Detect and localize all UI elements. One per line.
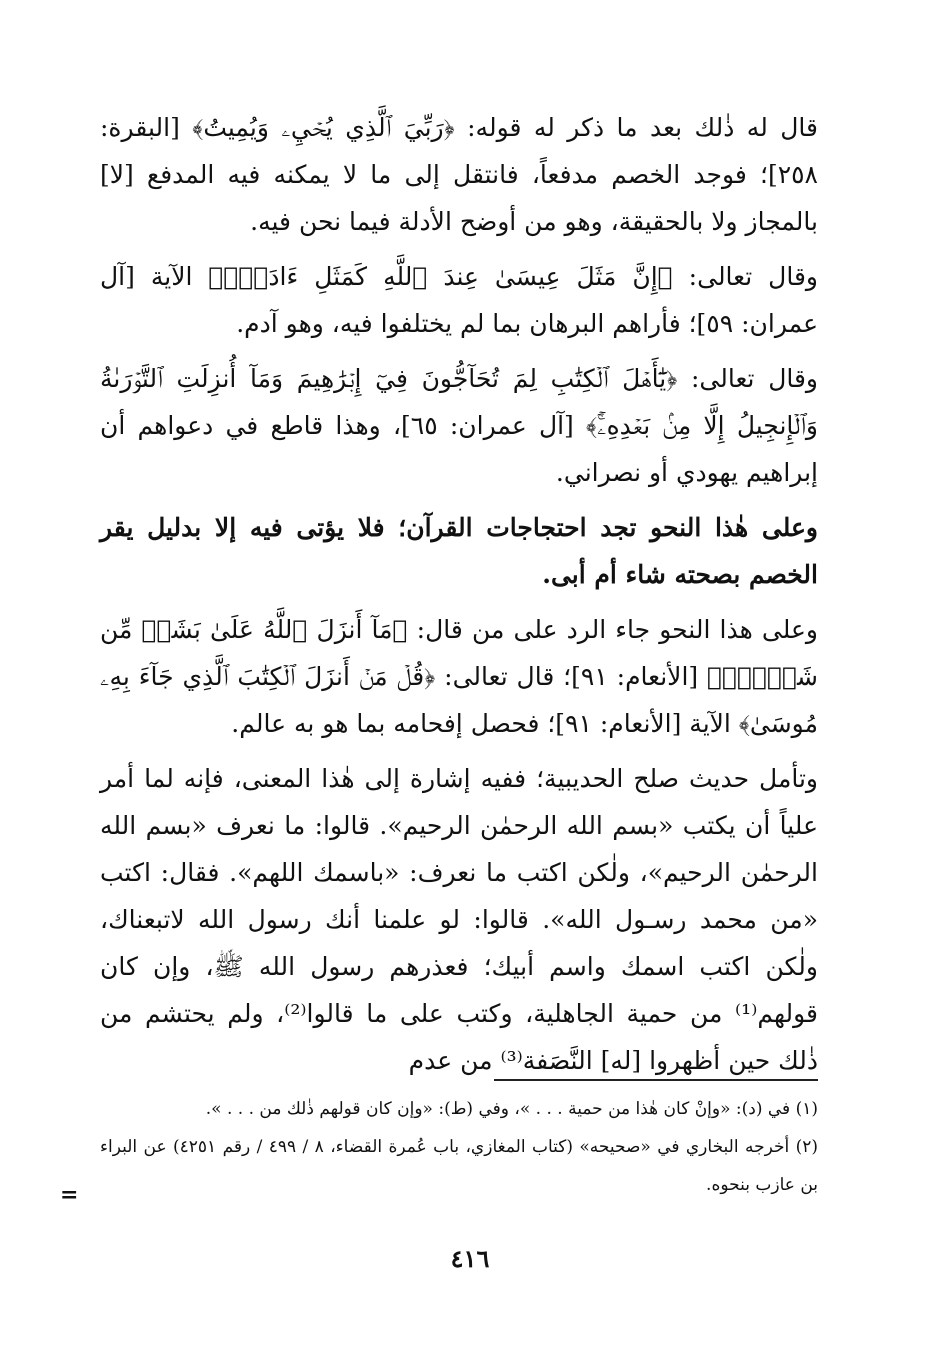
paragraph-3: وقال تعالى: ﴿يَٰٓأَهۡلَ ٱلۡكِتَٰبِ لِمَ تُحَآجُّونَ فِيٓ إِبۡرَٰهِيمَ وَمَآ أُنزِلَتِ ٱلتَّوۡرَىٰةُ وَٱلۡإِنجِيلُ إِلَّا مِنۢ بَعۡدِهِۦٓۚ﴾ [آل عمران: ٦٥]، وهذا قاطع في دعواهم أن إبراهيم يهودي أو نصراني.: [100, 364, 818, 487]
footnote-1: (١) في (د): «وإنْ كان هٰذا من حمية . . . »، وفي (ط): «وإن كان قولهم ذٰلك من . . . ».: [205, 1099, 818, 1119]
continuation-mark: =: [60, 1182, 79, 1208]
main-text: [100, 104, 818, 1092]
paragraph-6: وتأمل حديث صلح الحديبية؛ ففيه إشارة إلى هٰذا المعنى، فإنه لما أمر علياً أن يكتب «بسم الله الرحمٰن الرحيم». قالوا: ما نعرف «بسم الله الرحمٰن الرحيم»، ولٰكن اكتب ما نعرف: «باسمك اللهم». فقال: اكتب «من محمد رسـول الله». قالوا: لو علمنا أنك رسول الله لاتبعناك، ولٰكن اكتب اسمك واسم أبيك؛ فعذرهم رسول الله ﷺ، وإن كان قولهم⁽¹⁾ من حمية الجاهلية، وكتب على ما قالوا⁽²⁾، ولم يحتشم من ذٰلك حين أظهروا [له] النَّصَفة⁽³⁾ من عدم: [100, 764, 818, 1075]
paragraph-4: وعلى هٰذا النحو تجد احتجاجات القرآن؛ فلا يؤتى فيه إلا بدليل يقر الخصم بصحته شاء أم أبى.: [100, 513, 818, 589]
page-number: ٤١٦: [450, 1244, 490, 1273]
footnotes: [100, 1090, 818, 1204]
paragraph-2: وقال تعالى: ﴿إِنَّ مَثَلَ عِيسَىٰ عِندَ ٱللَّهِ كَمَثَلِ ءَادَمَۖ﴾ الآية [آل عمران: ٥٩]؛ فأراهم البرهان بما لم يختلفوا فيه، وهو آدم.: [100, 262, 818, 338]
footnote-2: (٢) أخرجه البخاري في «صحيحه» (كتاب المغازي، باب عُمرة القضاء، ٨ / ٤٩٩ / رقم ٤٢٥١) عن البراء بن عازب بنحوه.: [100, 1137, 819, 1195]
paragraph-5: وعلى هذا النحو جاء الرد على من قال: ﴿مَآ أَنزَلَ ٱللَّهُ عَلَىٰ بَشَرٖ مِّن شَيۡءٖۗ﴾ [الأنعام: ٩١]؛ قال تعالى: ﴿قُلۡ مَنۡ أَنزَلَ ٱلۡكِتَٰبَ ٱلَّذِي جَآءَ بِهِۦ مُوسَىٰ﴾ الآية [الأنعام: ٩١]؛ فحصل إفحامه بما هو به عالم.: [100, 615, 818, 738]
footnote-separator: [494, 1079, 818, 1081]
paragraph-1: قال له ذٰلك بعد ما ذكر له قوله: ﴿رَبِّيَ ٱلَّذِي يُحۡيِۦ وَيُمِيتُ﴾ [البقرة: ٢٥٨]؛ فوجد الخصم مدفعاً، فانتقل إلى ما لا يمكنه فيه المدفع [لا] بالمجاز ولا بالحقيقة، وهو من أوضح الأدلة فيما نحن فيه.: [100, 113, 818, 236]
